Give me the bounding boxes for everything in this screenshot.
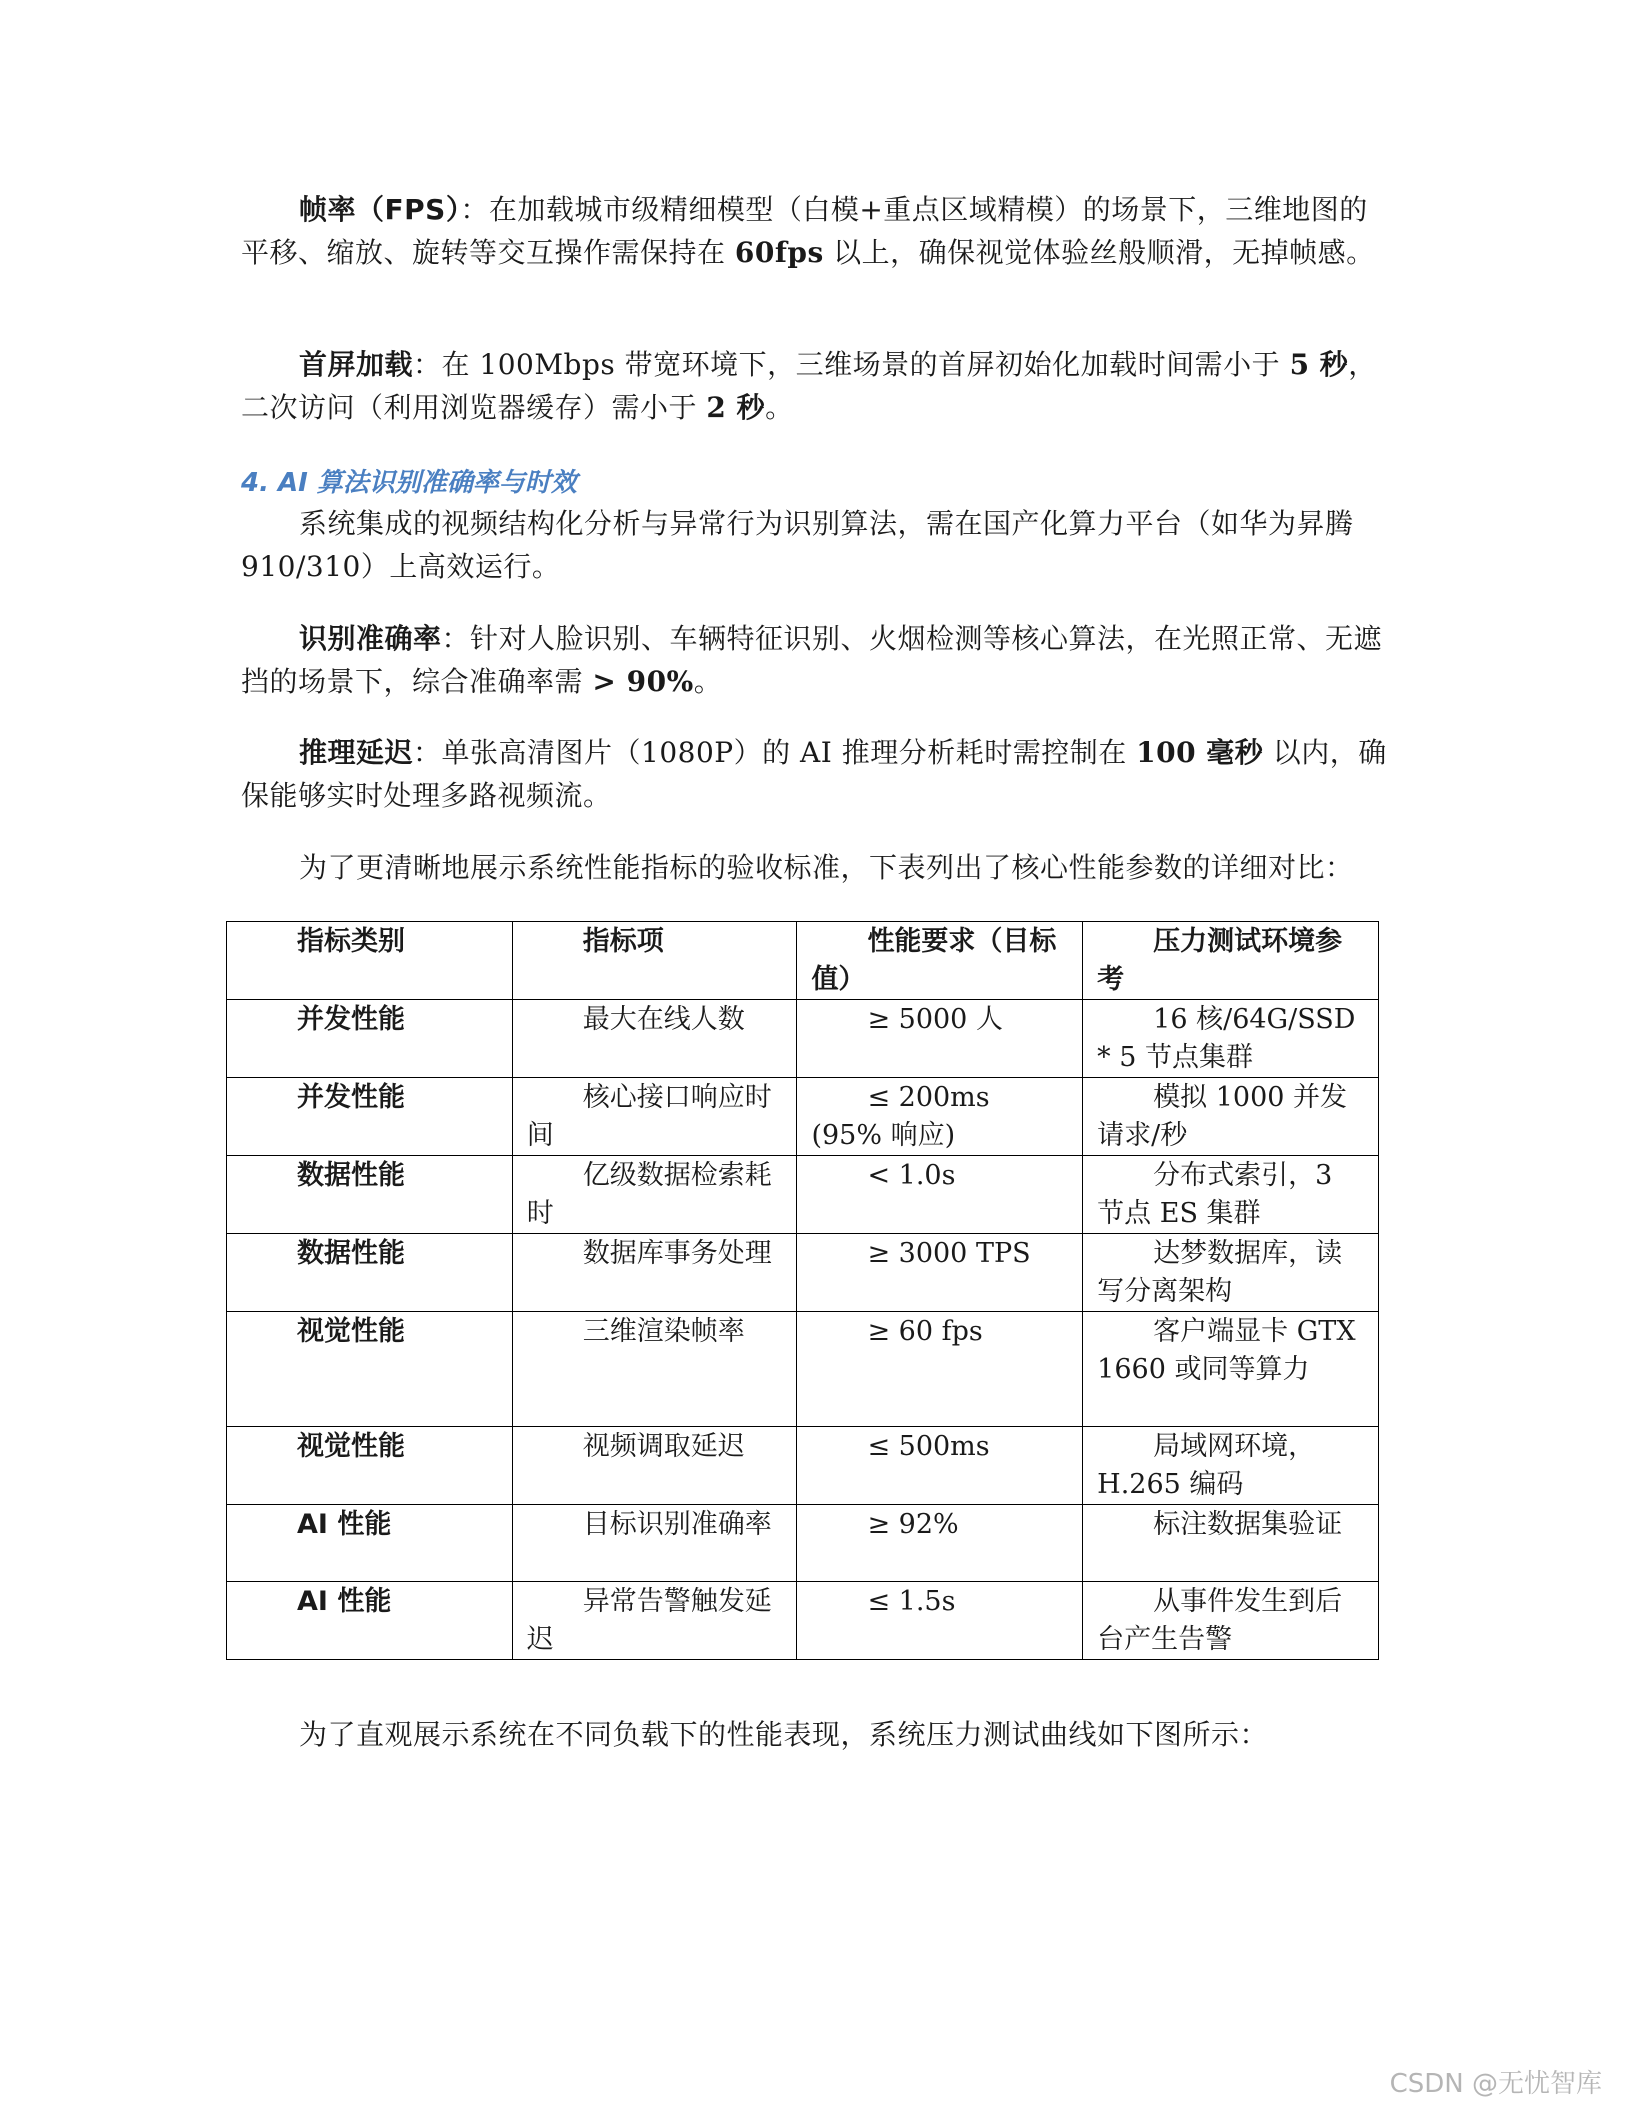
cell-environment-text: 标注数据集验证 [1153, 1509, 1343, 1540]
table-row [227, 1427, 1379, 1505]
cell-category: AI 性能 [227, 1505, 513, 1582]
cell-item-text: 核心接口响应时间 [526, 1082, 772, 1151]
cell-environment [1083, 1156, 1379, 1234]
accuracy-highlight: > 90% [592, 665, 694, 698]
cell-environment-text: 分布式索引，3 节点 ES 集群 [1097, 1160, 1333, 1229]
first-screen-text-3: 。 [765, 391, 794, 424]
cell-item [512, 1234, 797, 1312]
latency-text-2: 以内，确保能够实时处理多路视频流。 [241, 736, 1387, 812]
performance-table [226, 921, 1379, 1660]
cell-requirement [797, 1582, 1083, 1660]
cell-requirement-text: ≤ 500ms [867, 1431, 990, 1462]
header-item: 指标项 [512, 922, 797, 1000]
cell-item [512, 1156, 797, 1234]
table-row [227, 1505, 1379, 1582]
cell-item [512, 1427, 797, 1505]
cell-category: 并发性能 [227, 1000, 513, 1078]
fps-text-2: 以上，确保视觉体验丝般顺滑，无掉帧感。 [823, 236, 1375, 269]
cell-environment [1083, 1427, 1379, 1505]
cell-environment [1083, 1078, 1379, 1156]
cell-requirement-text: ≤ 1.5s [867, 1586, 956, 1617]
cell-category: 视觉性能 [227, 1427, 513, 1505]
cell-item [512, 1000, 797, 1078]
first-screen-paragraph [241, 343, 1391, 429]
fps-text-1: ：在加载城市级精细模型（白模+重点区域精模）的场景下，三维地图的平移、缩放、旋转等交互操作需保持在 [241, 193, 1368, 269]
first-screen-text-1: ：在 100Mbps 带宽环境下，三维场景的首屏初始化加载时间需小于 [413, 348, 1290, 381]
cell-item-text: 亿级数据检索耗时 [526, 1160, 772, 1229]
cell-environment [1083, 1000, 1379, 1078]
cell-category: 数据性能 [227, 1156, 513, 1234]
cell-environment [1083, 1234, 1379, 1312]
table-row [227, 1312, 1379, 1427]
fps-paragraph [241, 188, 1391, 274]
cell-item-text: 三维渲染帧率 [582, 1316, 745, 1347]
cell-requirement [797, 1505, 1083, 1582]
section-heading: 4. AI 算法识别准确率与时效 [241, 468, 577, 498]
cell-item-text: 异常告警触发延迟 [526, 1586, 772, 1655]
fps-highlight: 60fps [734, 236, 824, 269]
cell-category: 视觉性能 [227, 1312, 513, 1427]
cell-item-text: 目标识别准确率 [582, 1509, 772, 1540]
header-requirement-text: 性能要求（目标值） [811, 926, 1057, 995]
accuracy-text-1: ：针对人脸识别、车辆特征识别、火烟检测等核心算法，在光照正常、无遮挡的场景下，综合准确率需 [241, 622, 1383, 698]
first-screen-highlight-2: 2 秒 [706, 391, 766, 424]
chart-intro-paragraph: 为了直观展示系统在不同负载下的性能表现，系统压力测试曲线如下图所示： [299, 1718, 1269, 1751]
cell-requirement-text: ≥ 92% [867, 1509, 959, 1540]
cell-environment [1083, 1312, 1379, 1427]
cell-item [512, 1312, 797, 1427]
accuracy-text-2: 。 [693, 665, 723, 698]
fps-label: 帧率（FPS） [299, 193, 461, 226]
cell-requirement [797, 1427, 1083, 1505]
table-row [227, 1234, 1379, 1312]
cell-item-text: 数据库事务处理 [582, 1238, 772, 1269]
accuracy-label: 识别准确率 [299, 622, 442, 655]
cell-environment-text: 局域网环境，H.265 编码 [1097, 1431, 1316, 1500]
cell-environment-text: 达梦数据库，读写分离架构 [1097, 1238, 1343, 1307]
cell-requirement [797, 1234, 1083, 1312]
table-row [227, 1000, 1379, 1078]
table-intro-paragraph: 为了更清晰地展示系统性能指标的验收标准，下表列出了核心性能参数的详细对比： [299, 851, 1354, 884]
cell-item [512, 1078, 797, 1156]
watermark: CSDN @无忧智库 [1389, 2069, 1602, 2099]
cell-item [512, 1505, 797, 1582]
cell-environment [1083, 1582, 1379, 1660]
cell-requirement-text: ≥ 60 fps [867, 1316, 983, 1347]
header-environment-text: 压力测试环境参考 [1097, 926, 1343, 995]
latency-text-1: ：单张高清图片（1080P）的 AI 推理分析耗时需控制在 [413, 736, 1137, 769]
first-screen-highlight-1: 5 秒 [1289, 348, 1349, 381]
table-row [227, 1582, 1379, 1660]
cell-requirement [797, 1156, 1083, 1234]
header-requirement [797, 922, 1083, 1000]
cell-environment-text: 客户端显卡 GTX 1660 或同等算力 [1097, 1316, 1356, 1385]
cell-requirement [797, 1312, 1083, 1427]
cell-environment-text: 从事件发生到后台产生告警 [1097, 1586, 1343, 1655]
cell-item-text: 视频调取延迟 [582, 1431, 745, 1462]
cell-environment-text: 16 核/64G/SSD * 5 节点集群 [1097, 1004, 1356, 1073]
cell-item [512, 1582, 797, 1660]
table-row [227, 1078, 1379, 1156]
accuracy-paragraph [241, 617, 1391, 703]
cell-requirement [797, 1078, 1083, 1156]
cell-category: AI 性能 [227, 1582, 513, 1660]
cell-requirement-text: < 1.0s [867, 1160, 956, 1191]
ai-intro-paragraph: 系统集成的视频结构化分析与异常行为识别算法，需在国产化算力平台（如华为昇腾 910/310）上高效运行。 [241, 507, 1354, 583]
table-header-row [227, 922, 1379, 1000]
cell-category: 数据性能 [227, 1234, 513, 1312]
table-body [227, 1000, 1379, 1660]
cell-environment-text: 模拟 1000 并发请求/秒 [1097, 1082, 1348, 1151]
header-environment [1083, 922, 1379, 1000]
latency-label: 推理延迟 [299, 736, 414, 769]
cell-requirement-text: ≤ 200ms (95% 响应) [811, 1082, 990, 1151]
header-category: 指标类别 [227, 922, 513, 1000]
cell-requirement-text: ≥ 3000 TPS [867, 1238, 1031, 1269]
cell-category: 并发性能 [227, 1078, 513, 1156]
cell-requirement-text: ≥ 5000 人 [867, 1004, 1003, 1035]
first-screen-text-2: ，二次访问（利用浏览器缓存）需小于 [241, 348, 1377, 424]
latency-paragraph [241, 731, 1391, 817]
first-screen-label: 首屏加载 [299, 348, 414, 381]
cell-requirement [797, 1000, 1083, 1078]
latency-highlight: 100 毫秒 [1136, 736, 1264, 769]
cell-environment [1083, 1505, 1379, 1582]
table-row [227, 1156, 1379, 1234]
cell-item-text: 最大在线人数 [582, 1004, 745, 1035]
